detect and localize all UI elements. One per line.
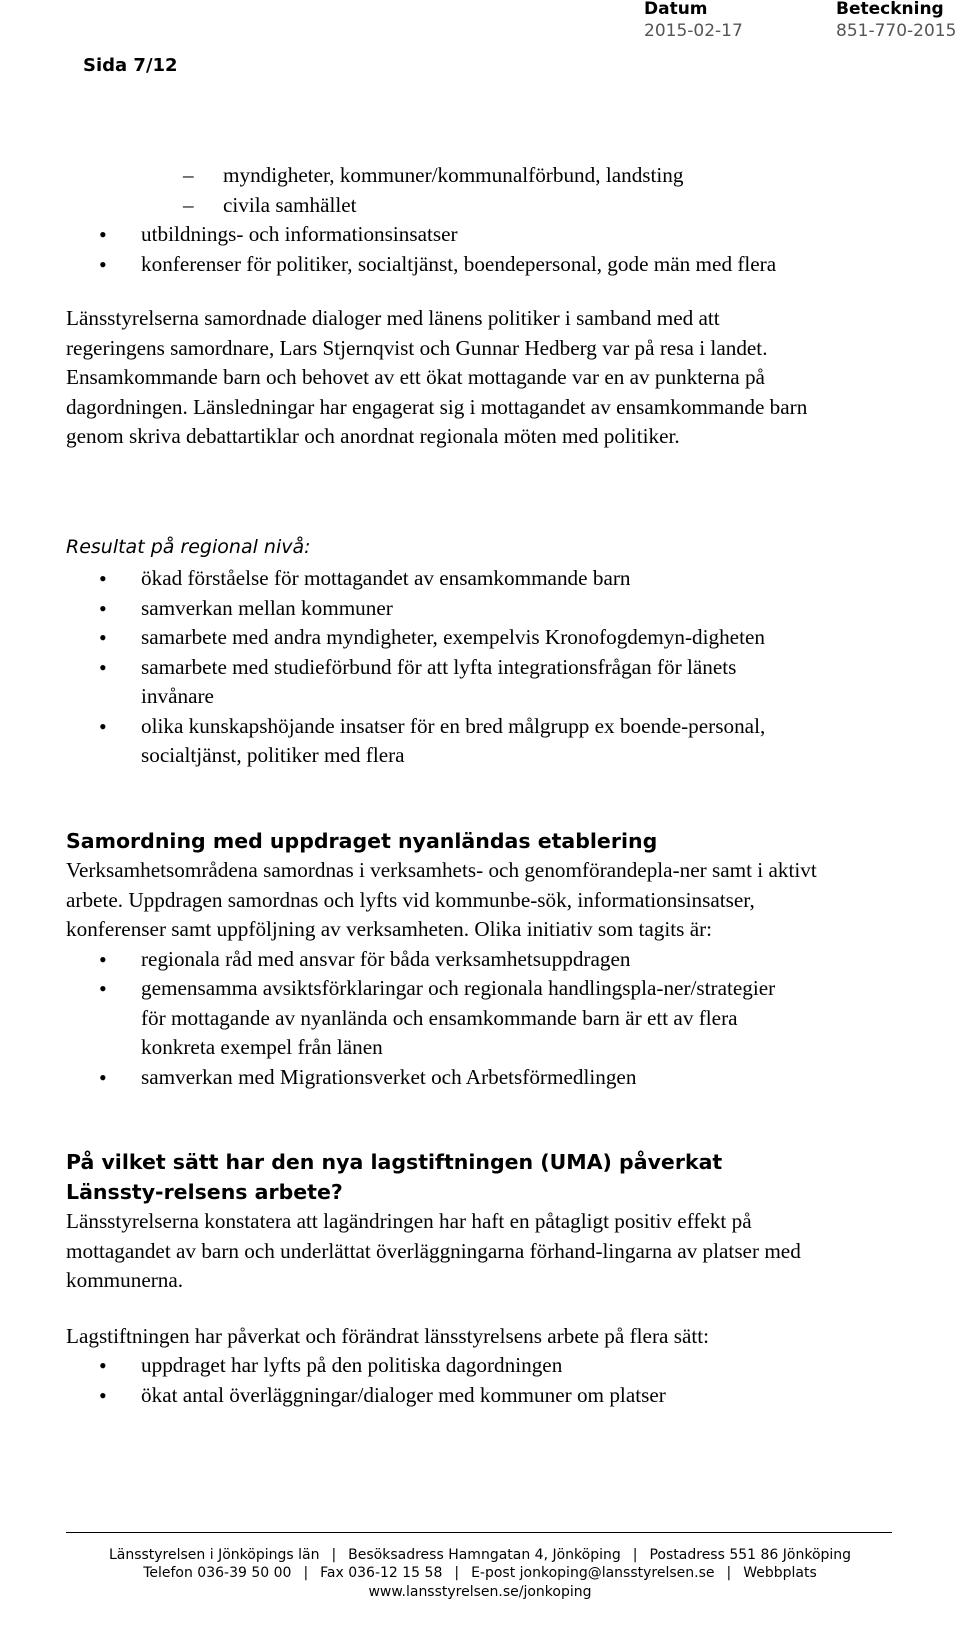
uma-paragraph-1: Länsstyrelserna konstatera att lagändringen har haft en påtagligt positiv effekt på mottagandet av barn och underlättat överläggningarna förhand-lingarna av platser med kommunerna. <box>66 1209 801 1292</box>
footer-post: Postadress 551 86 Jönköping <box>649 1547 852 1563</box>
footer-visit: Besöksadress Hamngatan 4, Jönköping <box>348 1547 621 1563</box>
list-item: • ökad förståelse för mottagandet av ensamkommande barn <box>66 564 822 594</box>
date-value: 2015-02-17 <box>644 21 743 41</box>
uma-paragraph-2: Lagstiftningen har påverkat och förändrat länsstyrelsens arbete på flera sätt: <box>66 1323 710 1348</box>
footer-phone: Telefon 036-39 50 00 <box>143 1565 292 1581</box>
footer-line-2: Telefon 036-39 50 00 | Fax 036-12 15 58 | E-post jonkoping@lansstyrelsen.se | Webbplats <box>143 1565 817 1581</box>
samordning-list <box>66 945 822 1093</box>
header-date <box>644 0 743 41</box>
footer-web-label: Webbplats <box>743 1565 817 1581</box>
section-intro <box>66 161 822 452</box>
date-label: Datum <box>644 0 708 19</box>
section-result <box>66 533 822 771</box>
dash-list <box>66 161 822 220</box>
footer-line-3 <box>0 1584 960 1600</box>
footer-line-1: Länsstyrelsen i Jönköpings län | Besöksadress Hamngatan 4, Jönköping | Postadress 551 86 Jönköping <box>108 1547 852 1563</box>
footer-fax: Fax 036-12 15 58 <box>320 1565 443 1581</box>
list-item: • samarbete med studieförbund för att lyfta integrationsfrågan för länets invånare <box>66 653 822 712</box>
list-item: • samverkan med Migrationsverket och Arbetsförmedlingen <box>66 1063 822 1093</box>
footer-email[interactable]: E-post jonkoping@lansstyrelsen.se <box>471 1565 715 1581</box>
reference-value: 851-770-2015 <box>836 21 957 41</box>
footer-divider <box>66 1532 892 1533</box>
intro-paragraph: Länsstyrelserna samordnade dialoger med länens politiker i samband med att regeringens samordnare, Lars Stjernqvist och Gunnar Hedberg var på resa i landet. Ensamkommande barn och behovet av ett ökat mottagande var en av punkterna på dagordningen. Länsledningar har engagerat sig i mottagandet av ensamkommande barn genom skriva debattartiklar och anordnat regionala möten med politiker. <box>66 306 808 448</box>
result-heading: Resultat på regional nivå: <box>66 536 311 558</box>
list-item: • konferenser för politiker, socialtjänst, boendepersonal, gode män med flera <box>66 250 822 280</box>
samordning-heading: Samordning med uppdraget nyanländas etablering <box>66 829 658 853</box>
footer-web-link[interactable]: www.lansstyrelsen.se/jonkoping <box>368 1584 592 1600</box>
list-item: – civila samhället <box>66 191 822 221</box>
bullet-list <box>66 220 822 279</box>
uma-heading: På vilket sätt har den nya lagstiftningen (UMA) påverkat Länssty-relsens arbete? <box>66 1150 723 1204</box>
section-samordning <box>66 826 822 1092</box>
samordning-paragraph: Verksamhetsområdena samordnas i verksamhets- och genomförandepla-ner samt i aktivt arbete. Uppdragen samordnas och lyfts vid kommunbe-sök, informationsinsatser, konferenser samt uppföljning av verksamheten. Olika initiativ som tagits är: <box>66 858 817 941</box>
list-item: – myndigheter, kommuner/kommunalförbund, landsting <box>66 161 822 191</box>
list-item: • utbildnings- och informationsinsatser <box>66 220 822 250</box>
page-number: Sida 7/12 <box>83 55 178 76</box>
list-item: • samverkan mellan kommuner <box>66 594 822 624</box>
list-item: • olika kunskapshöjande insatser för en bred målgrupp ex boende-personal, socialtjänst, politiker med flera <box>66 712 822 771</box>
result-list <box>66 564 822 771</box>
list-item: • gemensamma avsiktsförklaringar och regionala handlingspla-ner/strategier för mottagande av nyanlända och ensamkommande barn är ett av flera konkreta exempel från länen <box>66 974 822 1063</box>
footer-org: Länsstyrelsen i Jönköpings län <box>108 1547 320 1563</box>
list-item: • uppdraget har lyfts på den politiska dagordningen <box>66 1351 822 1381</box>
section-uma <box>66 1147 822 1410</box>
list-item: • ökat antal överläggningar/dialoger med kommuner om platser <box>66 1381 822 1411</box>
list-item: • samarbete med andra myndigheter, exempelvis Kronofogdemyn-digheten <box>66 623 822 653</box>
reference-label: Beteckning <box>836 0 944 19</box>
header-reference <box>836 0 956 41</box>
uma-list <box>66 1351 822 1410</box>
list-item: • regionala råd med ansvar för båda verksamhetsuppdragen <box>66 945 822 975</box>
